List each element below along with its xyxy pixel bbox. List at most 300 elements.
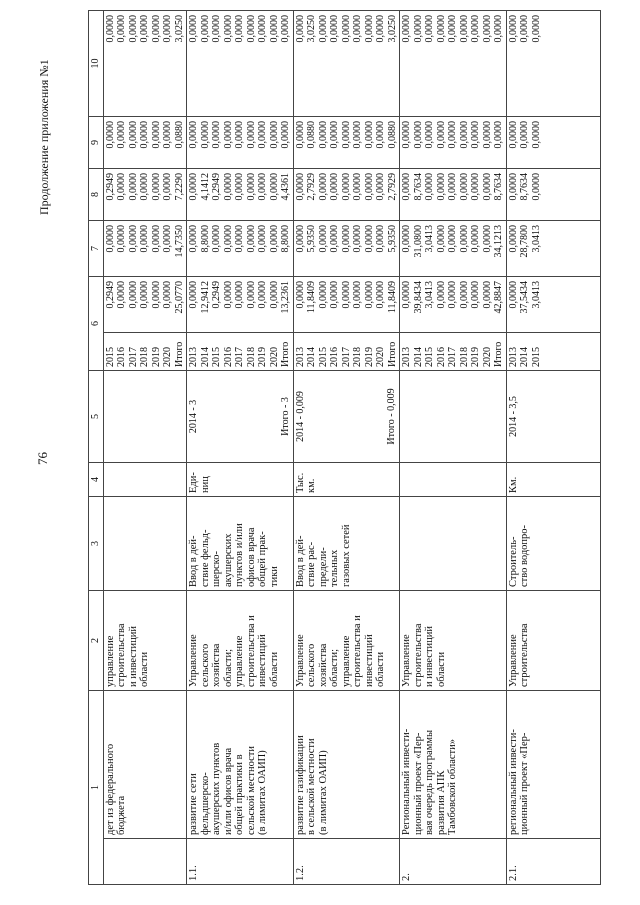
row-name-line: ционный проект «Пер- xyxy=(412,732,424,835)
target-line: шерско- xyxy=(211,551,222,587)
value-cell: 0,0000 xyxy=(127,281,139,309)
unit-of-measure xyxy=(293,463,400,497)
value-cell: 8,7634 xyxy=(412,173,424,201)
value-cell: 0,0000 xyxy=(116,225,127,253)
year-cell: Итого xyxy=(280,341,291,367)
value-cell: 0,0000 xyxy=(294,15,306,43)
responsible-line: строительства xyxy=(412,623,424,687)
target-indicator xyxy=(103,497,187,591)
value-cell: 0,0000 xyxy=(234,15,245,43)
value-cell: 0,0000 xyxy=(530,173,542,201)
year-list xyxy=(293,333,400,371)
row-name-line: вая очередь программы xyxy=(424,729,435,835)
value-cell: 0,0000 xyxy=(447,225,458,253)
value-cell: 0,0000 xyxy=(280,121,291,149)
value-cell: 0,0000 xyxy=(116,15,127,43)
indicator-value-text: 2014 - 0,009 xyxy=(294,391,306,442)
value-cell: 0,0000 xyxy=(222,173,234,201)
year-cell: 2015 xyxy=(104,347,116,367)
value-cell: 0,0000 xyxy=(150,121,162,149)
target-indicator xyxy=(187,497,294,591)
responsible-executor xyxy=(400,591,507,691)
year-cell: 2016 xyxy=(329,347,340,367)
value-cell: 0,0000 xyxy=(139,225,150,253)
value-cell: 0,0000 xyxy=(481,281,493,309)
value-cell: 5,9350 xyxy=(386,225,398,253)
value-cell: 0,0000 xyxy=(162,121,173,149)
value-cell: 0,0000 xyxy=(116,281,127,309)
value-cell: 0,0880 xyxy=(386,121,398,149)
value-cell: 0,0000 xyxy=(245,121,257,149)
value-c8 xyxy=(293,169,400,221)
value-cell: 0,0000 xyxy=(104,121,116,149)
value-cell: 0,0000 xyxy=(245,15,257,43)
year-cell: 2016 xyxy=(435,347,447,367)
value-cell: 2,7929 xyxy=(386,173,398,201)
unit-of-measure xyxy=(400,463,507,497)
value-cell: 0,0000 xyxy=(458,173,470,201)
unit-line: Тыс. xyxy=(294,472,306,493)
row-name-line: акушерских пунктов xyxy=(211,742,222,835)
value-c9 xyxy=(400,117,507,169)
year-cell: 2019 xyxy=(363,347,375,367)
value-cell: 14,7350 xyxy=(173,225,185,258)
value-cell: 0,2949 xyxy=(211,173,222,201)
responsible-line: хозяйства xyxy=(317,643,329,687)
value-cell: 0,0000 xyxy=(352,281,363,309)
responsible-line: Управление xyxy=(507,634,519,687)
value-cell: 0,0000 xyxy=(519,121,530,149)
target-line: Строитель- xyxy=(507,536,519,587)
value-cell: 0,0000 xyxy=(493,15,504,43)
value-cell: 4,1412 xyxy=(199,173,211,201)
year-cell: 2014 xyxy=(199,347,211,367)
unit-line: Км. xyxy=(507,476,519,493)
value-cell: 0,0000 xyxy=(317,121,329,149)
value-cell: 0,0000 xyxy=(340,281,352,309)
value-cell: 0,0000 xyxy=(340,121,352,149)
responsible-line: области; xyxy=(222,648,234,687)
indicator-value xyxy=(400,371,507,463)
value-cell: 5,9350 xyxy=(306,225,317,253)
target-line: Ввод в дей- xyxy=(294,535,306,587)
value-cell: 0,0000 xyxy=(234,173,245,201)
value-cell: 7,2290 xyxy=(173,173,185,201)
header-col-1: 1 xyxy=(89,691,104,885)
value-cell: 0,0000 xyxy=(412,121,424,149)
value-cell: 0,0000 xyxy=(340,173,352,201)
value-cell: 0,0000 xyxy=(329,15,340,43)
value-cell: 0,0000 xyxy=(401,281,412,309)
value-cell: 0,0000 xyxy=(435,173,447,201)
year-cell: 2014 xyxy=(306,347,317,367)
value-cell: 0,0000 xyxy=(127,121,139,149)
row-name xyxy=(103,691,187,839)
value-cell: 0,0000 xyxy=(530,121,542,149)
year-cell: 2015 xyxy=(211,347,222,367)
value-cell: 37,5434 xyxy=(519,281,530,314)
value-cell: 0,0000 xyxy=(329,173,340,201)
value-cell: 34,1213 xyxy=(493,225,504,258)
indicator-total-text: Итого - 0,009 xyxy=(386,388,398,445)
row-number: 1.2. xyxy=(293,839,400,885)
responsible-line: сельского xyxy=(306,643,317,687)
value-cell: 0,0000 xyxy=(211,15,222,43)
value-cell: 0,0000 xyxy=(211,225,222,253)
value-cell: 0,0000 xyxy=(375,15,386,43)
value-cell: 0,0000 xyxy=(211,121,222,149)
year-cell: 2013 xyxy=(188,347,199,367)
value-cell: 25,0770 xyxy=(173,281,185,314)
value-cell: 0,0000 xyxy=(234,225,245,253)
year-cell: 2017 xyxy=(340,347,352,367)
target-indicator xyxy=(293,497,400,591)
value-c6 xyxy=(187,277,294,333)
value-cell: 0,0000 xyxy=(162,173,173,201)
value-cell: 28,7800 xyxy=(519,225,530,258)
value-cell: 0,0000 xyxy=(317,173,329,201)
value-cell: 0,0000 xyxy=(294,225,306,253)
continuation-label: Продолжение приложения №1 xyxy=(37,59,51,215)
value-c10 xyxy=(187,11,294,117)
unit-line: Еди- xyxy=(188,472,199,493)
year-cell: 2018 xyxy=(245,347,257,367)
row-name-line: сельской местности xyxy=(245,745,257,835)
header-col-3: 3 xyxy=(89,497,104,591)
value-cell: 0,0000 xyxy=(363,225,375,253)
indicator-value-text: 2014 - 3 xyxy=(188,399,200,434)
year-cell: 2013 xyxy=(401,347,412,367)
value-cell: 0,0000 xyxy=(340,225,352,253)
value-c9 xyxy=(187,117,294,169)
value-cell: 8,8000 xyxy=(199,225,211,253)
value-cell: 0,0000 xyxy=(317,15,329,43)
value-c8 xyxy=(506,169,601,221)
value-cell: 0,0000 xyxy=(447,121,458,149)
responsible-executor xyxy=(293,591,400,691)
responsible-line: строительства и xyxy=(352,615,363,687)
value-cell: 3,0413 xyxy=(530,281,542,309)
value-cell: 0,0000 xyxy=(435,281,447,309)
value-cell: 0,0000 xyxy=(234,281,245,309)
value-cell: 0,0000 xyxy=(329,225,340,253)
year-list xyxy=(103,333,187,371)
value-cell: 0,0000 xyxy=(268,15,280,43)
row-name-line: развитие сети xyxy=(188,773,199,835)
unit-of-measure xyxy=(103,463,187,497)
table-row xyxy=(103,11,187,885)
year-list xyxy=(400,333,507,371)
value-cell: 0,0000 xyxy=(447,281,458,309)
value-c7 xyxy=(293,221,400,277)
value-cell: 0,0000 xyxy=(104,225,116,253)
value-cell: 0,0000 xyxy=(127,15,139,43)
row-name xyxy=(506,691,601,839)
value-cell: 0,0000 xyxy=(470,121,481,149)
value-cell: 0,0000 xyxy=(234,121,245,149)
value-cell: 0,0000 xyxy=(188,225,199,253)
value-cell: 12,9412 xyxy=(199,281,211,314)
year-cell: 2015 xyxy=(424,347,435,367)
header-col-8: 8 xyxy=(89,169,104,221)
value-cell: 0,0000 xyxy=(127,173,139,201)
row-name-line: в сельской местности xyxy=(306,738,317,835)
row-name xyxy=(400,691,507,839)
row-number: 1.1. xyxy=(187,839,294,885)
responsible-line: строительства xyxy=(519,623,530,687)
value-cell: 0,0000 xyxy=(363,15,375,43)
year-cell: 2020 xyxy=(162,347,173,367)
year-cell: 2016 xyxy=(222,347,234,367)
value-cell: 0,0880 xyxy=(306,121,317,149)
row-name-line: общей практики в xyxy=(234,754,245,835)
row-name-line: (в лимитах ОАИП) xyxy=(317,750,329,835)
value-cell: 3,0250 xyxy=(306,15,317,43)
value-cell: 3,0413 xyxy=(530,225,542,253)
value-cell: 0,0000 xyxy=(150,15,162,43)
value-cell: 0,0000 xyxy=(150,281,162,309)
row-name-line: Тамбовской области» xyxy=(447,738,458,835)
value-cell: 11,8409 xyxy=(306,281,317,314)
target-line: ствие рас- xyxy=(306,541,317,587)
value-cell: 0,0000 xyxy=(447,173,458,201)
table-row xyxy=(293,11,400,885)
header-row xyxy=(89,11,104,885)
value-cell: 0,0000 xyxy=(447,15,458,43)
responsible-line: Управление xyxy=(294,634,306,687)
value-cell: 0,0000 xyxy=(458,121,470,149)
value-cell: 0,0000 xyxy=(222,15,234,43)
year-cell: 2013 xyxy=(294,347,306,367)
value-cell: 0,2949 xyxy=(104,281,116,309)
value-cell: 0,0000 xyxy=(435,15,447,43)
value-cell: 0,0000 xyxy=(294,281,306,309)
year-list xyxy=(187,333,294,371)
target-line: общей прак- xyxy=(257,531,268,587)
value-cell: 0,0000 xyxy=(481,225,493,253)
unit-line: ниц xyxy=(199,476,211,493)
responsible-line: области xyxy=(435,651,447,687)
value-c8 xyxy=(187,169,294,221)
value-cell: 0,0000 xyxy=(507,281,519,309)
value-cell: 0,0000 xyxy=(481,173,493,201)
value-c8 xyxy=(400,169,507,221)
value-cell: 0,0000 xyxy=(257,15,268,43)
value-cell: 0,0000 xyxy=(352,173,363,201)
value-cell: 0,0000 xyxy=(401,15,412,43)
row-number xyxy=(103,839,187,885)
value-cell: 0,0000 xyxy=(222,121,234,149)
value-cell: 0,0000 xyxy=(150,173,162,201)
value-cell: 8,8000 xyxy=(280,225,291,253)
value-cell: 4,4361 xyxy=(280,173,291,201)
table-row xyxy=(187,11,294,885)
value-cell: 0,0000 xyxy=(268,225,280,253)
unit-of-measure xyxy=(187,463,294,497)
value-cell: 0,0000 xyxy=(245,173,257,201)
indicator-total-text: Итого - 3 xyxy=(279,397,291,436)
responsible-line: области xyxy=(268,651,280,687)
unit-line: км. xyxy=(306,478,317,493)
row-number: 2. xyxy=(400,839,507,885)
year-cell: 2015 xyxy=(317,347,329,367)
value-cell: 31,0800 xyxy=(412,225,424,258)
value-cell: 8,7634 xyxy=(519,173,530,201)
value-c6 xyxy=(103,277,187,333)
value-cell: 0,0000 xyxy=(507,121,519,149)
value-cell: 0,0000 xyxy=(329,281,340,309)
responsible-line: строительства xyxy=(116,623,127,687)
value-cell: 39,8434 xyxy=(412,281,424,314)
responsible-executor xyxy=(506,591,601,691)
value-cell: 0,0000 xyxy=(375,121,386,149)
responsible-line: и инвестиций xyxy=(127,625,139,687)
value-cell: 0,0000 xyxy=(435,121,447,149)
indicator-value xyxy=(103,371,187,463)
value-cell: 0,0000 xyxy=(188,281,199,309)
value-cell: 13,2361 xyxy=(280,281,291,314)
year-cell: 2018 xyxy=(352,347,363,367)
responsible-line: и инвестиций xyxy=(424,625,435,687)
header-col-5: 5 xyxy=(89,371,104,463)
value-cell: 0,0000 xyxy=(139,281,150,309)
row-name-line: развитие газификации xyxy=(294,735,306,835)
year-list xyxy=(506,333,601,371)
value-cell: 0,0000 xyxy=(294,121,306,149)
value-cell: 3,0413 xyxy=(424,281,435,309)
value-cell: 0,0000 xyxy=(352,225,363,253)
program-table xyxy=(88,10,601,885)
target-line: ствие фельд- xyxy=(199,529,211,587)
value-cell: 0,2949 xyxy=(211,281,222,309)
responsible-line: хозяйства xyxy=(211,643,222,687)
value-cell: 0,0000 xyxy=(257,225,268,253)
value-c6 xyxy=(506,277,601,333)
year-cell: 2018 xyxy=(458,347,470,367)
value-cell: 0,0000 xyxy=(139,121,150,149)
value-cell: 0,0000 xyxy=(470,15,481,43)
value-cell: 0,0000 xyxy=(363,281,375,309)
row-name-line: ционный проект «Пер- xyxy=(519,732,530,835)
year-cell: 2019 xyxy=(470,347,481,367)
target-line: пунктов и/или xyxy=(234,523,245,587)
value-cell: 3,0250 xyxy=(173,15,185,43)
year-cell: 2018 xyxy=(139,347,150,367)
value-c7 xyxy=(187,221,294,277)
value-cell: 0,0000 xyxy=(222,281,234,309)
value-cell: 0,0000 xyxy=(317,281,329,309)
unit-of-measure xyxy=(506,463,601,497)
table-row xyxy=(506,11,601,885)
value-c9 xyxy=(506,117,601,169)
value-cell: 0,0000 xyxy=(268,121,280,149)
value-cell: 0,0000 xyxy=(363,121,375,149)
indicator-value xyxy=(187,371,294,463)
responsible-line: области xyxy=(139,651,150,687)
value-c7 xyxy=(400,221,507,277)
value-c10 xyxy=(103,11,187,117)
value-cell: 0,0000 xyxy=(104,15,116,43)
value-cell: 0,0000 xyxy=(245,225,257,253)
value-c9 xyxy=(293,117,400,169)
value-cell: 0,0000 xyxy=(257,281,268,309)
header-col-10: 10 xyxy=(89,11,104,117)
year-cell: 2014 xyxy=(519,347,530,367)
value-cell: 0,0000 xyxy=(363,173,375,201)
responsible-line: области; xyxy=(329,648,340,687)
value-c8 xyxy=(103,169,187,221)
row-name-line: и/или офисов врача xyxy=(222,747,234,835)
value-cell: 0,0000 xyxy=(470,281,481,309)
value-cell: 0,0880 xyxy=(173,121,185,149)
value-c7 xyxy=(506,221,601,277)
year-cell: Итого xyxy=(386,341,398,367)
year-cell: Итого xyxy=(173,341,185,367)
header-col-6: 6 xyxy=(89,277,104,371)
target-indicator xyxy=(506,497,601,591)
value-cell: 0,0000 xyxy=(127,225,139,253)
value-cell: 0,0000 xyxy=(435,225,447,253)
responsible-line: сельского xyxy=(199,643,211,687)
value-cell: 0,0000 xyxy=(139,15,150,43)
value-cell: 0,0000 xyxy=(280,15,291,43)
value-cell: 0,0000 xyxy=(294,173,306,201)
value-cell: 0,0000 xyxy=(481,15,493,43)
row-name-line: развития АПК xyxy=(435,770,447,835)
value-cell: 0,0000 xyxy=(470,173,481,201)
value-cell: 0,0000 xyxy=(116,173,127,201)
value-cell: 0,0000 xyxy=(222,225,234,253)
year-cell: 2013 xyxy=(507,347,519,367)
value-c10 xyxy=(506,11,601,117)
value-cell: 0,0000 xyxy=(352,121,363,149)
value-cell: 2,7929 xyxy=(306,173,317,201)
row-name-line: бюджета xyxy=(116,795,127,835)
value-cell: 0,0000 xyxy=(188,15,199,43)
responsible-executor xyxy=(187,591,294,691)
value-cell: 0,0000 xyxy=(412,15,424,43)
table-row xyxy=(400,11,507,885)
value-cell: 0,0000 xyxy=(424,173,435,201)
value-cell: 0,0000 xyxy=(481,121,493,149)
indicator-value xyxy=(293,371,400,463)
target-line: ство водопро- xyxy=(519,524,530,587)
page-number: 76 xyxy=(35,452,50,465)
value-cell: 0,0000 xyxy=(424,121,435,149)
value-cell: 0,0000 xyxy=(458,15,470,43)
value-cell: 0,0000 xyxy=(519,15,530,43)
header-col-9: 9 xyxy=(89,117,104,169)
value-cell: 0,0000 xyxy=(401,225,412,253)
value-cell: 0,0000 xyxy=(329,121,340,149)
value-c6 xyxy=(400,277,507,333)
year-cell: 2014 xyxy=(412,347,424,367)
value-cell: 0,0000 xyxy=(401,173,412,201)
value-cell: 0,0000 xyxy=(424,15,435,43)
row-name-line: (в лимитах ОАИП) xyxy=(257,750,268,835)
value-cell: 3,0250 xyxy=(386,15,398,43)
row-name-line: Региональный инвести- xyxy=(401,728,412,835)
row-name-line: дет из федерального xyxy=(104,743,116,835)
row-name-line: фельдшерско- xyxy=(199,772,211,835)
row-number: 2.1. xyxy=(506,839,601,885)
header-col-2: 2 xyxy=(89,591,104,691)
year-cell: Итого xyxy=(493,341,504,367)
year-cell: 2019 xyxy=(150,347,162,367)
value-cell: 0,0000 xyxy=(493,121,504,149)
value-cell: 0,0000 xyxy=(401,121,412,149)
responsible-line: Управление xyxy=(188,634,199,687)
